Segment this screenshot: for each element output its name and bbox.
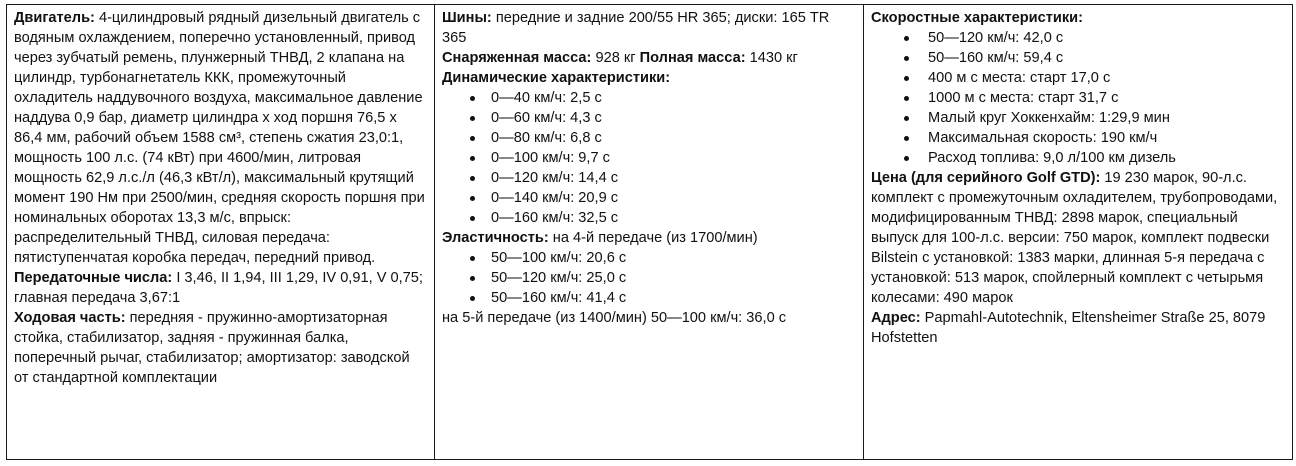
gross-mass-text: 1430 кг — [745, 50, 798, 66]
column-engine — [7, 5, 435, 460]
chassis-paragraph — [14, 308, 428, 388]
speed-heading — [871, 8, 1286, 28]
elastic-label: Эластичность: — [442, 230, 549, 246]
list-item: 50—120 км/ч: 25,0 с — [442, 268, 857, 288]
address-paragraph — [871, 308, 1286, 348]
engine-paragraph — [14, 8, 428, 268]
gear-label: Передаточные числа: — [14, 270, 173, 286]
tires-label: Шины: — [442, 10, 492, 26]
list-item: 1000 м с места: старт 31,7 с — [871, 88, 1286, 108]
mass-paragraph — [442, 48, 857, 68]
list-item: 0—140 км/ч: 20,9 с — [442, 188, 857, 208]
list-item: 50—100 км/ч: 20,6 с — [442, 248, 857, 268]
column-speed-price — [864, 5, 1293, 460]
speed-label: Скоростные характеристики: — [871, 10, 1084, 26]
elastic-text: на 4-й передаче (из 1700/мин) — [548, 230, 758, 246]
column-dynamics — [435, 5, 864, 460]
list-item: 0—60 км/ч: 4,3 с — [442, 108, 857, 128]
price-paragraph — [871, 168, 1286, 308]
list-item: Максимальная скорость: 190 км/ч — [871, 128, 1286, 148]
list-item: 400 м с места: старт 17,0 с — [871, 68, 1286, 88]
address-text: Papmahl-Autotechnik, Eltensheimer Straße 25, 8079 Hofstetten — [871, 310, 1266, 346]
engine-text: 4-цилиндровый рядный дизельный двигатель с водяным охлаждением, поперечно установленный, привод через зубчатый ремень, плунжерный ТНВД, 2 клапана на цилиндр, турбонагнетатель ККК, промежуточный охладитель наддувочного воздуха, максимальное давление наддува 0,9 бар, диаметр цилиндра х ход поршня 76,5 х 86,4 мм, рабочий объем 1588 см³, степень сжатия 23,0:1, мощность 100 л.с. (74 кВт) при 4600/мин, литровая мощность 62,9 л.с./л (46,3 кВт/л), максимальный крутящий момент 190 Нм при 2500/мин, средняя скорость поршня при номинальных оборотах 13,3 м/с, впрыск: распределительный ТНВД, силовая передача: пятиступенчатая коробка передач, передний привод. — [14, 10, 425, 266]
list-item: Малый круг Хоккенхайм: 1:29,9 мин — [871, 108, 1286, 128]
tires-paragraph — [442, 8, 857, 48]
gross-mass-label: Полная масса: — [639, 50, 746, 66]
address-label: Адрес: — [871, 310, 921, 326]
list-item: 50—160 км/ч: 59,4 с — [871, 48, 1286, 68]
list-item: 0—80 км/ч: 6,8 с — [442, 128, 857, 148]
engine-label: Двигатель: — [14, 10, 95, 26]
acceleration-list — [442, 88, 857, 228]
list-item: Расход топлива: 9,0 л/100 км дизель — [871, 148, 1286, 168]
list-item: 0—160 км/ч: 32,5 с — [442, 208, 857, 228]
chassis-text: передняя - пружинно-амортизаторная стойка, стабилизатор, задняя - пружинная балка, поперечный рычаг, стабилизатор; амортизатор: заводской от стандартной комплектации — [14, 310, 410, 386]
curb-mass-text: 928 кг — [591, 50, 640, 66]
gear-paragraph — [14, 268, 428, 308]
speed-list — [871, 28, 1286, 168]
list-item: 50—120 км/ч: 42,0 с — [871, 28, 1286, 48]
dynamics-label: Динамические характеристики: — [442, 70, 671, 86]
tires-text: передние и задние 200/55 HR 365; диски: 165 TR 365 — [442, 10, 830, 46]
list-item: 0—40 км/ч: 2,5 с — [442, 88, 857, 108]
price-label: Цена (для серийного Golf GTD): — [871, 170, 1101, 186]
dynamics-heading — [442, 68, 857, 88]
curb-mass-label: Снаряженная масса: — [442, 50, 592, 66]
list-item: 50—160 км/ч: 41,4 с — [442, 288, 857, 308]
fifth-gear-text: на 5-й передаче (из 1400/мин) 50—100 км/ч: 36,0 с — [442, 310, 787, 326]
list-item: 0—120 км/ч: 14,4 с — [442, 168, 857, 188]
gear-text: I 3,46, II 1,94, III 1,29, IV 0,91, V 0,75; главная передача 3,67:1 — [14, 270, 423, 306]
table-row — [7, 5, 1293, 460]
list-item: 0—100 км/ч: 9,7 с — [442, 148, 857, 168]
elastic-paragraph — [442, 228, 857, 248]
chassis-label: Ходовая часть: — [14, 310, 126, 326]
spec-table — [6, 4, 1293, 460]
price-text: 19 230 марок, 90-л.с. комплект с промежуточным охладителем, трубопроводами, модифицированным ТНВД: 2898 марок, специальный выпуск для 100-л.с. версии: 750 марок, комплект подвески Bilstein с установкой: 1383 марки, длинная 5-я передача с установкой: 513 марок, спойлерный комплект с четырьмя колесами: 490 марок — [871, 170, 1278, 306]
elasticity-list — [442, 248, 857, 308]
